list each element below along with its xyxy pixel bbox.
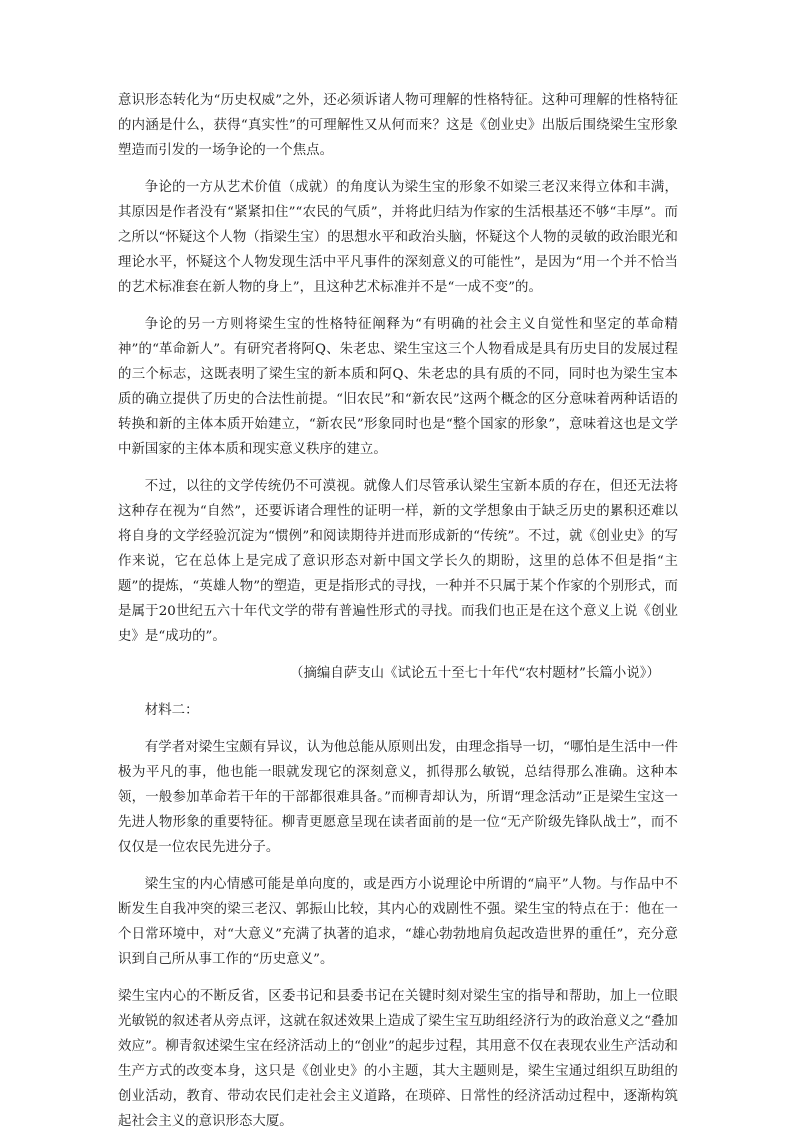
paragraph-debate-side-two: 争论的另一方则将梁生宝的性格特征阐释为“有明确的社会主义自觉性和坚定的革命精神”的“革命新人”。有研究者将阿Q、朱老忠、梁生宝这三个人物看成是具有历史目的发展过程的三个标志，这既表明了梁生宝的新本质和阿Q、朱老忠的具有质的不同，同时也为梁生宝本质的确立提供了历史的合法性前提。“旧农民”和“新农民”这两个概念的区分意味着两种话语的转换和新的主体本质开始建立，“新农民”形象同时也是“整个国家的形象”，意味着这也是文学中新国家的主体本质和现实意义秩序的建立。 — [118, 317, 678, 457]
paragraph-literary-tradition: 不过，以往的文学传统仍不可漠视。就像人们尽管承认梁生宝新本质的存在，但还无法将这种存在视为“自然”，还要诉诸合理性的证明一样，新的文学想象由于缺乏历史的累积还难以将自身的文学经验沉淀为“惯例”和阅读期待并进而形成新的“传统”。不过，就《创业史》的写作来说，它在总体上是完成了意识形态对新中国文学长久的期盼，这里的总体不但是指“主题”的提炼，“英雄人物”的塑造，更是指形式的寻找，一种并不只属于某个作家的个别形式，而是属于20世纪五六十年代文学的带有普遍性形式的寻找。而我们也正是在这个意义上说《创业史》是“成功的”。 — [118, 479, 678, 644]
paragraph-reflection: 梁生宝内心的不断反省，区委书记和县委书记在关键时刻对梁生宝的指导和帮助，加上一位眼光敏锐的叙述者从旁点评，这就在叙述效果上造成了梁生宝互助组经济行为的政治意义之“叠加效应”。柳青叙述梁生宝在经济活动上的“创业”的起步过程，其用意不仅在表现农业生产活动和生产方式的改变本身，这只是《创业史》的小主题，其大主题则是，梁生宝通过组织互助组的创业活动，教育、带动农民们走社会主义道路，在琐碎、日常性的经济活动过程中，逐渐构筑起社会主义的意识形态大厦。 — [118, 989, 678, 1129]
source-citation: （摘编自萨支山《试论五十至七十年代“农村题材”长篇小说》） — [290, 666, 660, 681]
paragraph-debate-side-one: 争论的一方从艺术价值（成就）的角度认为梁生宝的形象不如梁三老汉来得立体和丰满，其原因是作者没有“紧紧扣住”“农民的气质”，并将此归结为作家的生活根基还不够“丰厚”。而之所以“怀疑这个人物（指梁生宝）的思想水平和政治头脑，怀疑这个人物的灵敏的政治眼光和理论水平，怀疑这个人物发现生活中平凡事件的深刻意义的可能性”，是因为“用一个并不恰当的艺术标准套在新人物的身上”，且这种艺术标准并不是“一成不变”的。 — [118, 180, 678, 295]
paragraph-inner-emotion: 梁生宝的内心情感可能是单向度的，或是西方小说理论中所谓的“扁平”人物。与作品中不断发生自我冲突的梁三老汉、郭振山比较，其内心的戏剧性不强。梁生宝的特点在于：他在一个日常环境中，对“大意义”充满了执著的追求，“雄心勃勃地肩负起改造世界的重任”，充分意识到自己所从事工作的“历史意义”。 — [118, 877, 678, 967]
document-page — [118, 88, 678, 1146]
paragraph-scholar-objection: 有学者对梁生宝颇有异议，认为他总能从原则出发，由理念指导一切，“哪怕是生活中一件极为平凡的事，他也能一眼就发现它的深刻意义，抓得那么敏锐，总结得那么准确。这种本领，一般参加革命若干年的干部都很难具备。”而柳青却认为，所谓“理念活动”正是梁生宝这一先进人物形象的重要特征。柳青更愿意呈现在读者面前的是一位“无产阶级先锋队战士”，而不仅仅是一位农民先进分子。 — [118, 740, 678, 855]
paragraph-continuation: 意识形态转化为“历史权威”之外，还必须诉诸人物可理解的性格特征。这种可理解的性格特征的内涵是什么，获得“真实性”的可理解性又从何而来？这是《创业史》出版后围绕梁生宝形象塑造而引发的一场争论的一个焦点。 — [118, 93, 678, 158]
material-two-label: 材料二： — [144, 703, 199, 718]
